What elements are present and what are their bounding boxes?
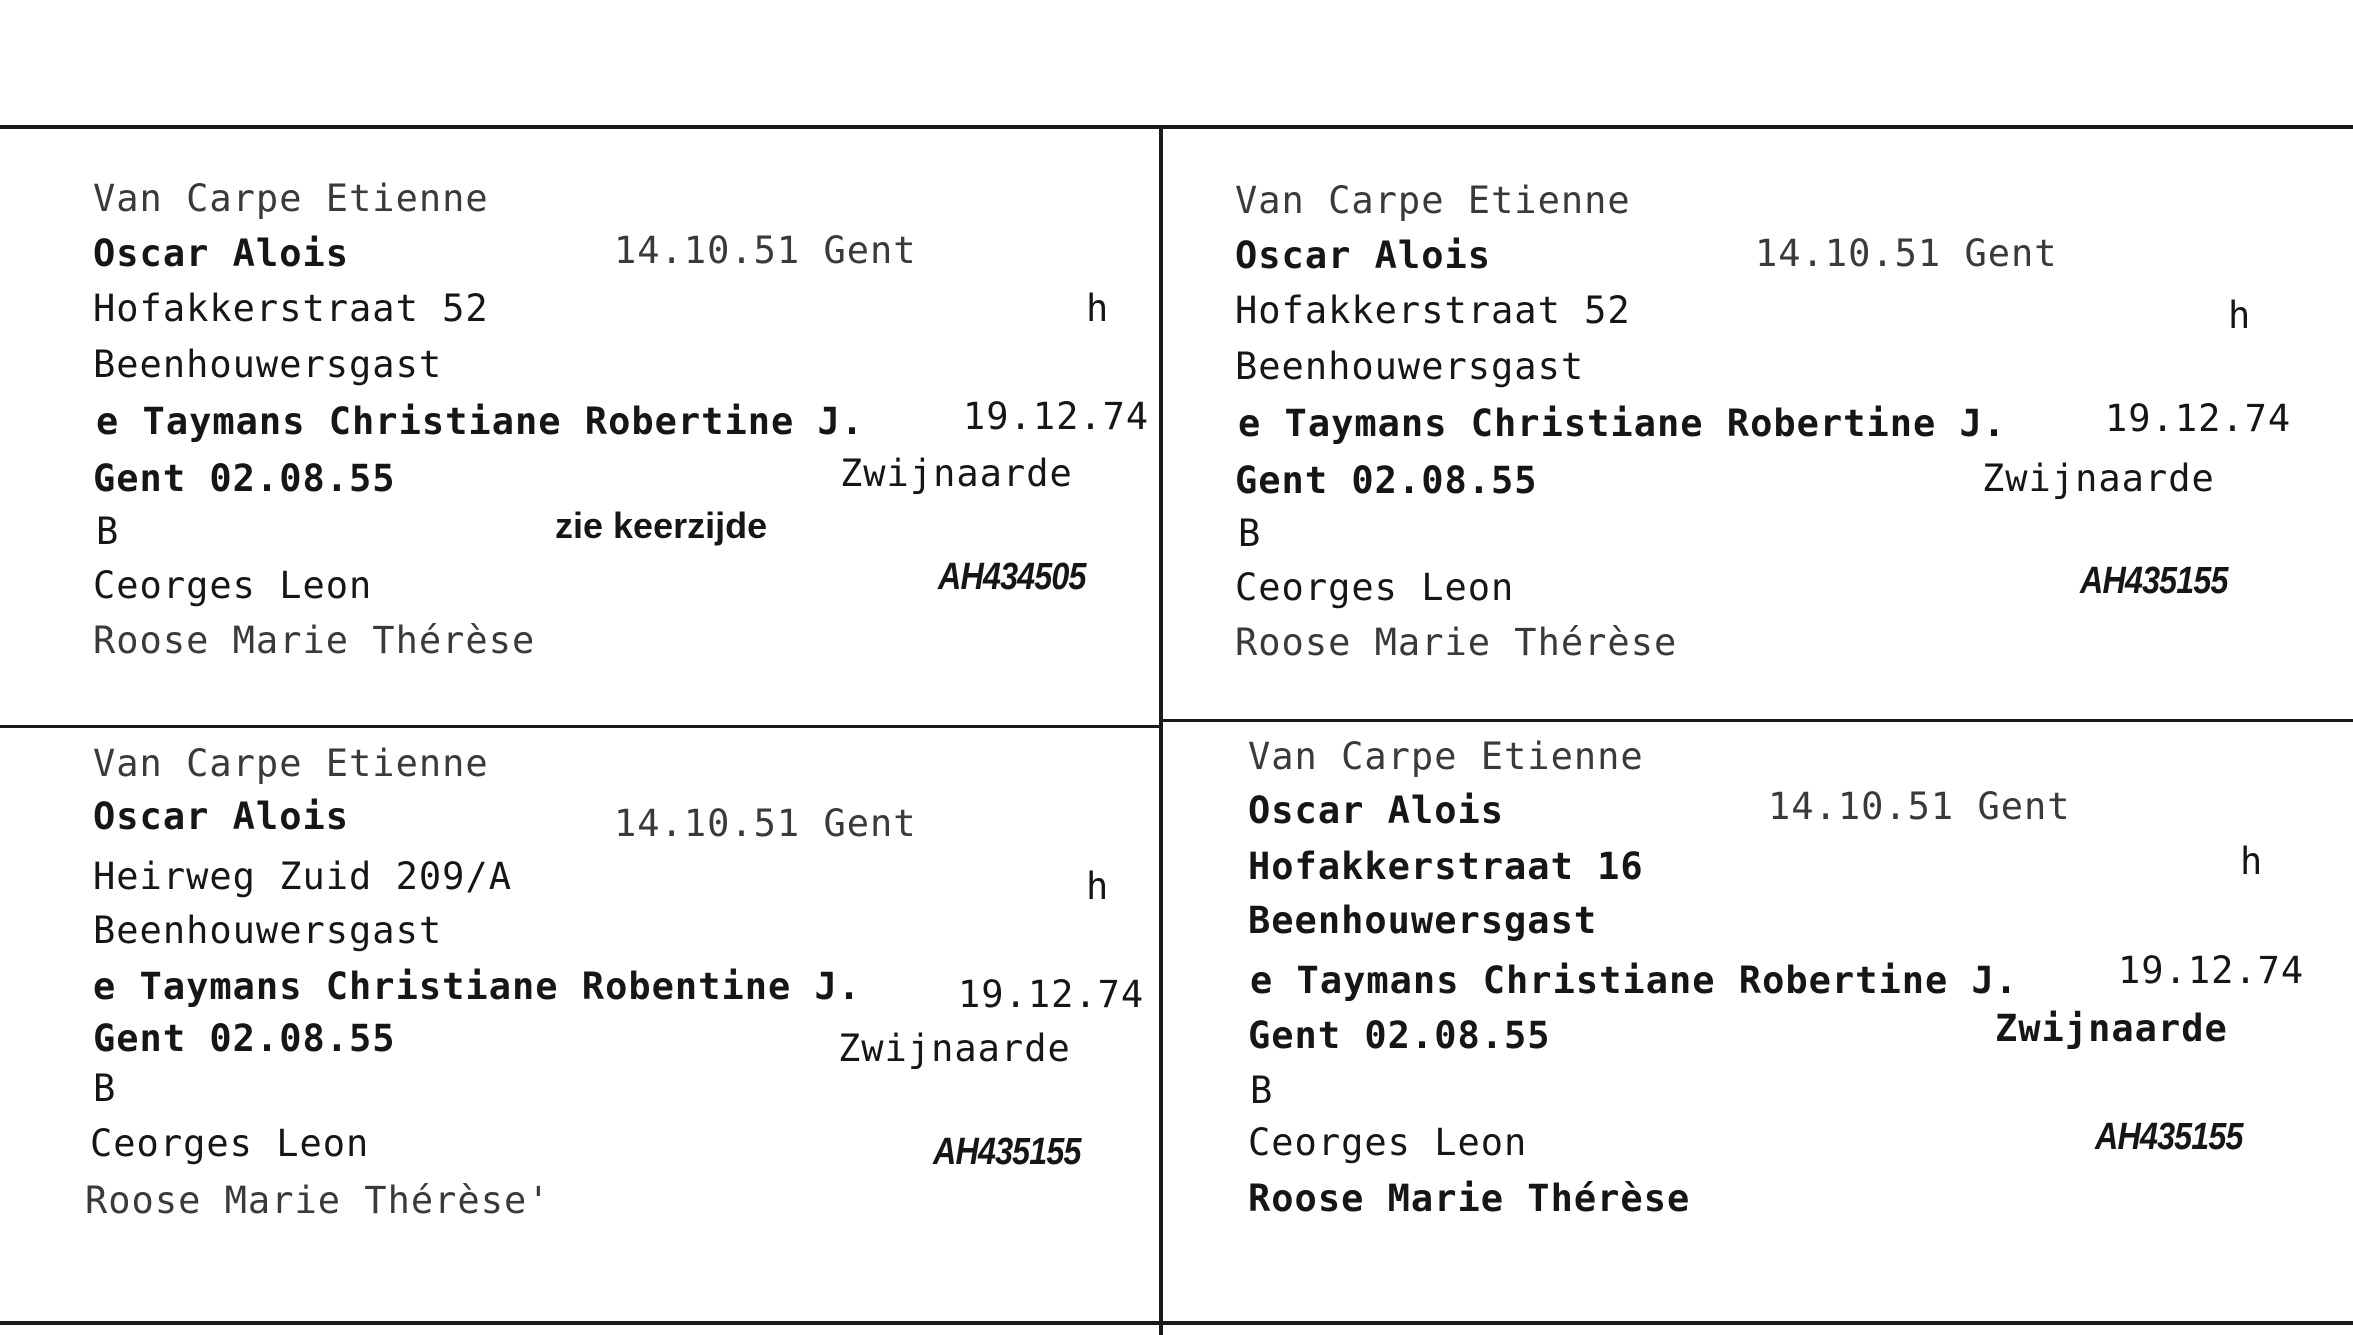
card-given-names: Oscar Alois <box>1248 789 1505 832</box>
card-gender: h <box>2240 840 2264 883</box>
card-father: Ceorges Leon <box>90 1122 370 1165</box>
card-address: Hofakkerstraat 52 <box>1235 289 1631 332</box>
card-surname: Van Carpe Etienne <box>93 742 489 785</box>
card-place-date: Gent 02.08.55 <box>1235 459 1538 502</box>
center-divider <box>1159 129 1163 1335</box>
card-municipality: Zwijnaarde <box>1982 457 2215 500</box>
card-spouse-date: 19.12.74 <box>963 395 1150 438</box>
card-occupation: Beenhouwersgast <box>93 909 443 952</box>
card-spouse-date: 19.12.74 <box>2118 949 2305 992</box>
card-given-names: Oscar Alois <box>1235 234 1492 277</box>
card-birth: 14.10.51 Gent <box>614 802 917 845</box>
card-spouse: e Taymans Christiane Robentine J. <box>93 965 862 1008</box>
card-birth: 14.10.51 Gent <box>614 229 917 272</box>
card-spouse: e Taymans Christiane Robertine J. <box>96 400 865 443</box>
card-municipality: Zwijnaarde <box>838 1027 1071 1070</box>
card-address: Heirweg Zuid 209/A <box>93 855 512 898</box>
card-number-stamp: AH434505 <box>938 556 1086 598</box>
card-spouse: e Taymans Christiane Robertine J. <box>1238 402 2007 445</box>
card-place-date: Gent 02.08.55 <box>93 457 396 500</box>
card-occupation: Beenhouwersgast <box>1235 345 1585 388</box>
card-father: Ceorges Leon <box>1235 566 1515 609</box>
card-place-date: Gent 02.08.55 <box>1248 1014 1551 1057</box>
bottom-rule <box>0 1321 2353 1325</box>
card-address: Hofakkerstraat 52 <box>93 287 489 330</box>
card-code: B <box>96 510 120 553</box>
card-father: Ceorges Leon <box>93 564 373 607</box>
card-mother: Roose Marie Thérèse <box>1235 621 1678 664</box>
card-given-names: Oscar Alois <box>93 795 350 838</box>
card-code: B <box>93 1067 117 1110</box>
card-place-date: Gent 02.08.55 <box>93 1017 396 1060</box>
card-surname: Van Carpe Etienne <box>1235 179 1631 222</box>
card-number-stamp: AH435155 <box>933 1131 1081 1173</box>
card-occupation: Beenhouwersgast <box>93 343 443 386</box>
card-spouse: e Taymans Christiane Robertine J. <box>1250 959 2019 1002</box>
card-gender: h <box>1086 865 1110 908</box>
card-gender: h <box>1086 287 1110 330</box>
card-code: B <box>1238 512 1262 555</box>
card-mother: Roose Marie Thérèse' <box>85 1179 551 1222</box>
card-birth: 14.10.51 Gent <box>1755 232 2058 275</box>
card-surname: Van Carpe Etienne <box>93 177 489 220</box>
middle-rule-right <box>1163 719 2353 722</box>
card-mother: Roose Marie Thérèse <box>93 619 536 662</box>
card-surname: Van Carpe Etienne <box>1248 735 1644 778</box>
middle-rule-left <box>0 725 1163 728</box>
card-note: zie keerzijde <box>555 505 768 546</box>
card-municipality: Zwijnaarde <box>1995 1007 2228 1050</box>
card-birth: 14.10.51 Gent <box>1768 785 2071 828</box>
card-spouse-date: 19.12.74 <box>958 973 1145 1016</box>
card-municipality: Zwijnaarde <box>840 452 1073 495</box>
card-occupation: Beenhouwersgast <box>1248 899 1598 942</box>
card-spouse-date: 19.12.74 <box>2105 397 2292 440</box>
card-address: Hofakkerstraat 16 <box>1248 845 1644 888</box>
card-number-stamp: AH435155 <box>2080 560 2228 602</box>
card-code: B <box>1250 1069 1274 1112</box>
card-father: Ceorges Leon <box>1248 1121 1528 1164</box>
card-mother: Roose Marie Thérèse <box>1248 1177 1691 1220</box>
top-rule <box>0 125 2353 129</box>
card-number-stamp: AH435155 <box>2095 1116 2243 1158</box>
card-gender: h <box>2228 294 2252 337</box>
card-given-names: Oscar Alois <box>93 232 350 275</box>
